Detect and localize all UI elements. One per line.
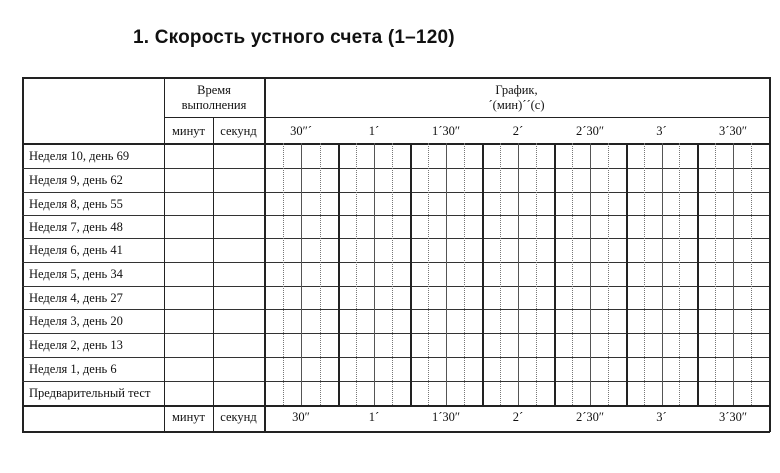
graph-major-line — [338, 143, 340, 405]
graph-minor-line — [679, 143, 680, 405]
time-scale-label: 3´ — [656, 124, 667, 138]
graph-minor-line — [644, 143, 645, 405]
footer-seconds-label: секунд — [220, 410, 257, 424]
graph-minor-line — [590, 143, 591, 405]
row-label: Неделя 5, день 34 — [29, 267, 123, 281]
row-label: Неделя 10, день 69 — [29, 149, 130, 163]
table-border-top — [22, 77, 770, 79]
graph-minor-line — [608, 143, 609, 405]
graph-major-line — [554, 143, 556, 405]
row-line — [22, 238, 769, 239]
graph-minor-line — [320, 143, 321, 405]
row-line — [22, 381, 769, 382]
row-line — [22, 215, 769, 216]
graph-minor-line — [301, 143, 302, 405]
graph-minor-line — [446, 143, 447, 405]
graph-minor-line — [536, 143, 537, 405]
row-label: Неделя 1, день 6 — [29, 362, 117, 376]
table-border-right — [769, 77, 771, 432]
footer-time-label: 3´ — [656, 410, 667, 424]
row-line — [22, 309, 769, 310]
graph-header-label: График, — [495, 83, 538, 97]
row-label: Неделя 2, день 13 — [29, 338, 123, 352]
row-line — [22, 333, 769, 334]
table-border-bottom — [22, 431, 770, 433]
time-header-label: Время — [197, 83, 231, 97]
footer-time-label: 1´ — [368, 410, 380, 424]
time-scale-label: 3´30″ — [718, 124, 748, 138]
column-line — [164, 77, 165, 431]
minutes-column-header: минут — [171, 124, 206, 138]
graph-major-line — [626, 143, 628, 405]
footer-top-line — [22, 405, 769, 407]
footer-time-label: 30″ — [292, 410, 310, 424]
header-bottom-line — [22, 143, 769, 145]
time-scale-label: 1´30″ — [431, 124, 461, 138]
graph-minor-line — [283, 143, 284, 405]
time-scale-label: 30″´ — [290, 124, 312, 138]
column-line — [264, 77, 266, 431]
row-label: Предварительный тест — [29, 386, 151, 400]
graph-minor-line — [518, 143, 519, 405]
row-label: Неделя 6, день 41 — [29, 243, 123, 257]
graph-minor-line — [572, 143, 573, 405]
row-label: Неделя 4, день 27 — [29, 291, 123, 305]
column-line — [213, 117, 214, 431]
row-label: Неделя 7, день 48 — [29, 220, 123, 234]
row-line — [22, 262, 769, 263]
row-line — [22, 192, 769, 193]
graph-minor-line — [356, 143, 357, 405]
footer-minutes-label: минут — [171, 410, 206, 424]
graph-minor-line — [428, 143, 429, 405]
graph-minor-line — [715, 143, 716, 405]
graph-major-line — [697, 143, 699, 405]
seconds-column-header: секунд — [220, 124, 257, 138]
graph-minor-line — [751, 143, 752, 405]
footer-time-label: 2´ — [512, 410, 524, 424]
page-title: 1. Скорость устного счета (1–120) — [133, 27, 455, 48]
time-scale-label: 2´ — [512, 124, 524, 138]
graph-minor-line — [662, 143, 663, 405]
time-scale-label: 1´ — [368, 124, 380, 138]
row-label: Неделя 9, день 62 — [29, 173, 123, 187]
graph-minor-line — [392, 143, 393, 405]
header-divider — [164, 117, 769, 118]
graph-minor-line — [374, 143, 375, 405]
table-border-left — [22, 77, 24, 431]
row-line — [22, 168, 769, 169]
row-line — [22, 286, 769, 287]
graph-major-line — [482, 143, 484, 405]
graph-major-line — [410, 143, 412, 405]
row-label: Неделя 3, день 20 — [29, 314, 123, 328]
row-line — [22, 357, 769, 358]
footer-time-label: 3´30″ — [718, 410, 748, 424]
footer-time-label: 1´30″ — [431, 410, 461, 424]
graph-minor-line — [464, 143, 465, 405]
time-header-label: выполнения — [181, 98, 247, 112]
graph-header-label: ´(мин)´´(с) — [488, 98, 545, 112]
graph-minor-line — [500, 143, 501, 405]
footer-time-label: 2´30″ — [575, 410, 605, 424]
time-scale-label: 2´30″ — [575, 124, 605, 138]
row-label: Неделя 8, день 55 — [29, 197, 123, 211]
graph-minor-line — [733, 143, 734, 405]
